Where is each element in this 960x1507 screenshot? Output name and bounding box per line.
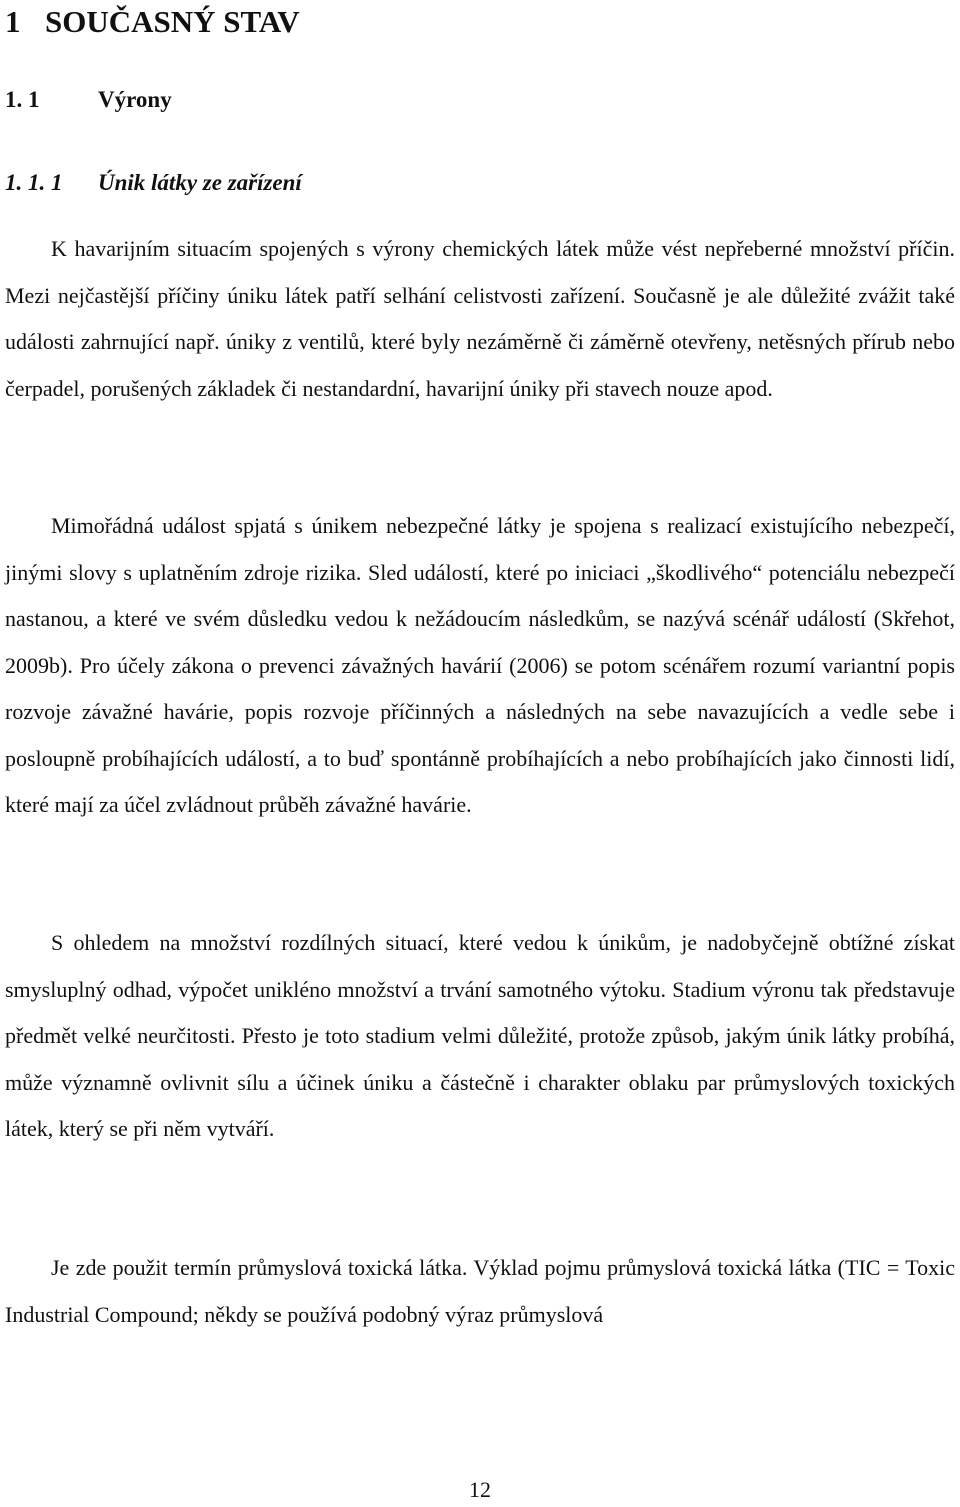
paragraph-term: Je zde použit termín průmyslová toxická látka. Výklad pojmu průmyslová toxická látka (TIC = Toxic Industrial Compound; někdy se používá podobný výraz průmyslová — [5, 1255, 955, 1327]
chapter-title: SOUČASNÝ STAV — [45, 4, 300, 39]
paragraph-uncertainty: S ohledem na množství rozdílných situací, které vedou k únikům, je nadobyčejně obtížné získat smysluplný odhad, výpočet unikléno množství a trvání samotného výtoku. Stadium výronu tak představuje předmět velké neurčitosti. Přesto je toto stadium velmi důležité, protože způsob, jakým únik látky probíhá, může významně ovlivnit sílu a účinek úniku a částečně i charakter oblaku par průmyslových toxických látek, který se při něm vytváří. — [5, 930, 955, 1141]
chapter-heading — [5, 2, 300, 42]
section-heading — [5, 82, 172, 118]
subsection-number: 1. 1. 1 — [5, 170, 63, 195]
chapter-number: 1 — [5, 4, 21, 39]
page-number: 12 — [469, 1477, 491, 1502]
paragraph-causes: K havarijním situacím spojených s výrony chemických látek může vést nepřeberné množství příčin. Mezi nejčastější příčiny úniku látek patří selhání celistvosti zařízení. Současně je ale důležité zvážit také události zahrnující např. úniky z ventilů, které byly nezáměrně či záměrně otevřeny, netěsných přírub nebo čerpadel, porušených základek či nestandardní, havarijní úniky při stavech nouze apod. — [5, 236, 955, 401]
subsection-heading — [5, 165, 302, 201]
section-number: 1. 1 — [5, 87, 40, 112]
section-title: Výrony — [98, 87, 172, 112]
paragraph-scenario: Mimořádná událost spjatá s únikem nebezpečné látky je spojena s realizací existujícího nebezpečí, jinými slovy s uplatněním zdroje rizika. Sled událostí, které po iniciaci „škodlivého“ potenciálu nebezpečí nastanou, a které ve svém důsledku vedou k nežádoucím následkům, se nazývá scénář událostí (Skřehot, 2009b). Pro účely zákona o prevenci závažných havárií (2006) se potom scénářem rozumí variantní popis rozvoje závažné havárie, popis rozvoje příčinných a následných na sebe navazujících a vedle sebe i posloupně probíhajících událostí, a to buď spontánně probíhajících a nebo probíhajících jako činnosti lidí, které mají za účel zvládnout průběh závažné havárie. — [5, 513, 955, 817]
subsection-title: Únik látky ze zařízení — [98, 170, 302, 195]
